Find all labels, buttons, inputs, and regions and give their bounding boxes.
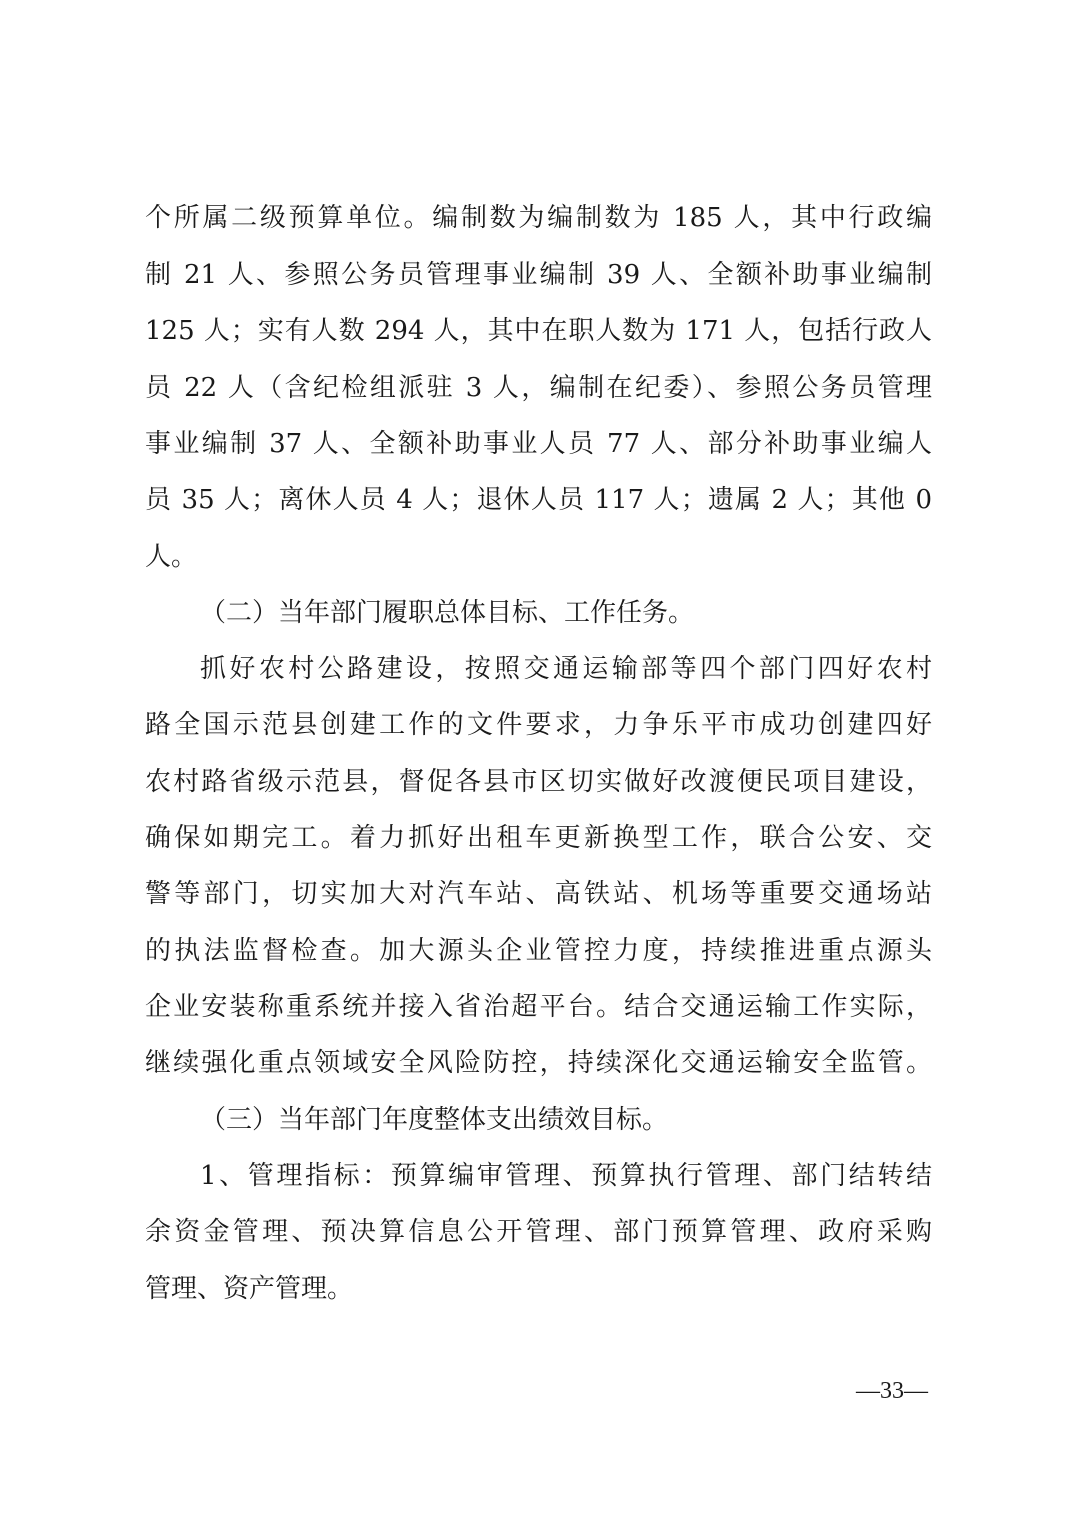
text-line: 抓好农村公路建设，按照交通运输部等四个部门四好农村: [200, 654, 932, 684]
text-line: 企业安装称重系统并接入省治超平台。结合交通运输工作实际，: [145, 992, 932, 1022]
text-line: 事业编制 37 人、全额补助事业人员 77 人、部分补助事业编人: [145, 429, 932, 459]
section-heading: （三）当年部门年度整体支出绩效目标。: [200, 1105, 669, 1135]
text-line: 125 人；实有人数 294 人，其中在职人数为 171 人，包括行政人: [145, 316, 932, 346]
text-line: 农村路省级示范县，督促各县市区切实做好改渡便民项目建设，: [145, 767, 932, 797]
text-line: 确保如期完工。着力抓好出租车更新换型工作，联合公安、交: [145, 823, 932, 853]
text-line: 1、管理指标：预算编审管理、预算执行管理、部门结转结: [200, 1161, 932, 1191]
text-line: 人。: [145, 542, 198, 572]
page-number: —33—: [856, 1378, 928, 1404]
section-heading: （二）当年部门履职总体目标、工作任务。: [200, 598, 695, 628]
text-line: 员 35 人；离休人员 4 人；退休人员 117 人；遗属 2 人；其他 0: [145, 485, 932, 515]
text-line: 路全国示范县创建工作的文件要求，力争乐平市成功创建四好: [145, 710, 932, 740]
text-line: 继续强化重点领域安全风险防控，持续深化交通运输安全监管。: [145, 1048, 932, 1078]
text-line: 员 22 人（含纪检组派驻 3 人，编制在纪委）、参照公务员管理: [145, 373, 932, 403]
text-line: 管理、资产管理。: [145, 1274, 354, 1304]
text-line: 的执法监督检查。加大源头企业管控力度，持续推进重点源头: [145, 936, 932, 966]
text-line: 余资金管理、预决算信息公开管理、部门预算管理、政府采购: [145, 1217, 932, 1247]
text-line: 个所属二级预算单位。编制数为编制数为 185 人，其中行政编: [145, 203, 932, 233]
text-line: 制 21 人、参照公务员管理事业编制 39 人、全额补助事业编制: [145, 260, 932, 290]
text-line: 警等部门，切实加大对汽车站、高铁站、机场等重要交通场站: [145, 879, 932, 909]
